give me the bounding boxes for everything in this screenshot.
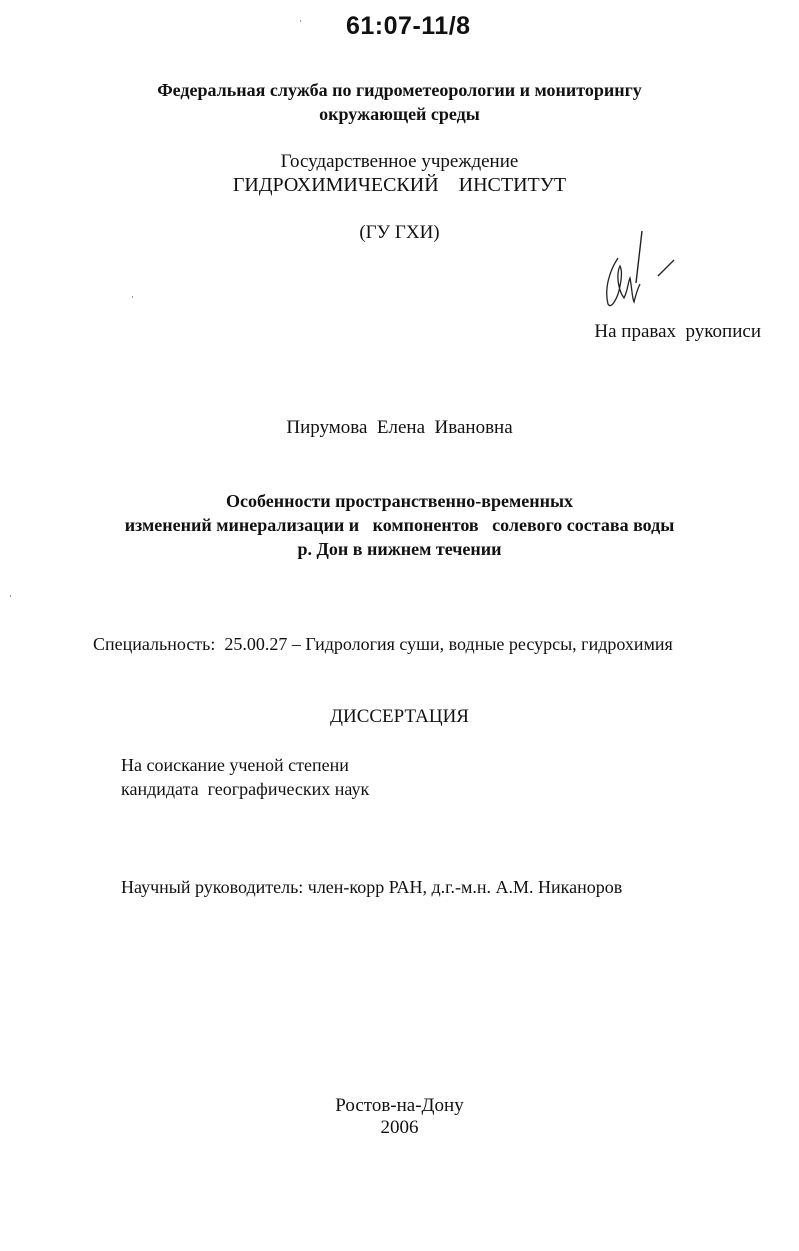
scan-speck [10, 595, 11, 597]
supervisor-line: Научный руководитель: член-корр РАН, д.г.-м.н. А.М. Никаноров [121, 877, 623, 897]
thesis-title-line-1: Особенности пространственно-временных [225, 491, 574, 511]
institution-type: Государственное учреждение [280, 151, 519, 172]
archive-stamp: 61:07-11/8 [346, 12, 471, 40]
agency-line-2: окружающей среды [319, 104, 480, 124]
specialty-line: Специальность: 25.00.27 – Гидрология суши, водные ресурсы, гидрохимия [93, 634, 673, 654]
scan-speck [132, 296, 133, 298]
author-name: Пирумова Елена Ивановна [286, 417, 513, 438]
scan-speck [300, 20, 301, 22]
document-type: ДИССЕРТАЦИЯ [330, 706, 469, 727]
thesis-title-line-2: изменений минерализации и компонентов солевого состава воды [124, 515, 675, 535]
agency-line-1: Федеральная служба по гидрометеорологии и мониторингу [157, 80, 642, 100]
degree-line-1: На соискание ученой степени [121, 755, 349, 775]
degree-line-2: кандидата географических наук [121, 779, 370, 799]
thesis-title-line-3: р. Дон в нижнем течении [297, 539, 502, 559]
manuscript-note: На правах рукописи [594, 321, 761, 342]
city: Ростов-на-Дону [335, 1095, 464, 1116]
institution-name: ГИДРОХИМИЧЕСКИЙ ИНСТИТУТ [232, 174, 567, 196]
institution-abbreviation: (ГУ ГХИ) [359, 222, 440, 243]
year: 2006 [380, 1117, 419, 1138]
signature-mark [598, 228, 682, 312]
